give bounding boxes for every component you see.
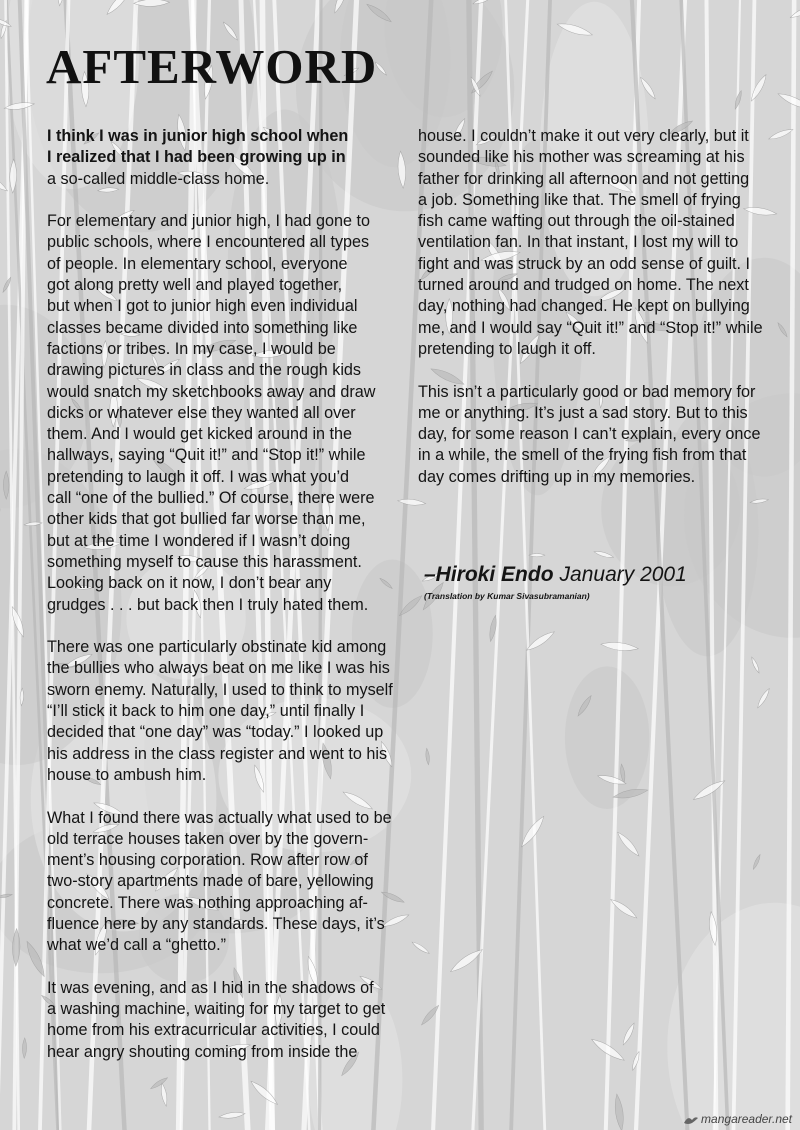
text-line: his address in the class register and went to his	[47, 744, 388, 763]
leaf-group	[752, 854, 762, 870]
text-line: a so-called middle-class home.	[47, 169, 270, 188]
text-line: me or anything. It’s just a sad story. But to this	[418, 403, 748, 422]
leaf-group	[22, 1038, 27, 1059]
text-line: dicks or whatever else they wanted all over	[47, 403, 356, 422]
text-line: pretending to laugh it off.	[418, 339, 596, 358]
leaf	[756, 687, 771, 709]
text-line: ventilation fan. In that instant, I lost my will to	[418, 233, 739, 252]
text-line: ment’s housing corporation. Row after row of	[47, 851, 368, 870]
text-line: hallways, saying “Quit it!” and “Stop it!” while	[47, 446, 366, 465]
text-line: factions or tribes. In my case, I would be	[47, 339, 336, 358]
text-line: For elementary and junior high, I had gone to	[47, 212, 371, 231]
text-line: got along pretty well and played together,	[47, 276, 343, 295]
leaf	[750, 656, 761, 674]
text-line: father for drinking all afternoon and not getting	[418, 169, 750, 188]
leaf	[425, 748, 430, 765]
text-line: house. I couldn’t make it out very clearly, but it	[418, 127, 749, 145]
text-line: them. And I would get kicked around in the	[47, 425, 353, 444]
text-line: pretending to laugh it off. I was what you’d	[47, 467, 350, 486]
text-line: turned around and trudged on home. The next	[418, 276, 749, 295]
text-line: Looking back on it now, I don’t bear any	[47, 574, 332, 593]
text-line: would snatch my sketchbooks away and draw	[47, 382, 376, 401]
leaf-group	[750, 656, 761, 674]
left-column	[47, 126, 407, 1084]
leaf-group	[756, 687, 771, 709]
leaf	[752, 854, 762, 870]
paragraph	[47, 978, 407, 1063]
text-line: house to ambush him.	[47, 765, 207, 784]
leaf	[160, 1083, 169, 1107]
text-line: in a while, the smell of the frying fish from that	[418, 446, 747, 465]
leaf-group	[219, 1111, 246, 1120]
text-line: but at the time I wondered if I wasn’t doing	[47, 531, 351, 550]
text-line: fish came wafting out through the oil-stained	[418, 212, 735, 231]
leaf-group	[613, 1094, 625, 1130]
text-line: sworn enemy. Naturally, I used to think to myself	[47, 680, 393, 699]
leaf-group	[777, 90, 800, 111]
page-title: AFTERWORD	[46, 39, 378, 94]
leaf-group	[411, 940, 430, 955]
paragraph	[418, 382, 778, 488]
text-line: call “one of the bullied.” Of course, there were	[47, 489, 375, 508]
leaf-group	[160, 1083, 169, 1107]
leaf	[219, 1111, 246, 1120]
text-line: I think I was in junior high school when	[47, 127, 349, 145]
author-name: –Hiroki Endo	[424, 563, 554, 586]
text-line: This isn’t a particularly good or bad memory for	[418, 382, 756, 401]
translation-credit: (Translation by Kumar Sivasubramanian)	[424, 591, 590, 601]
watermark-text: mangareader.net	[701, 1112, 792, 1126]
watermark[interactable]	[683, 1112, 792, 1126]
text-line: a washing machine, waiting for my target to get	[47, 1000, 386, 1019]
background-patch	[565, 666, 649, 809]
text-line: the bullies who always beat on me like I was his	[47, 659, 390, 678]
paragraph	[47, 808, 407, 957]
text-line: two-story apartments made of bare, yellowing	[47, 872, 374, 891]
text-line: of people. In elementary school, everyone	[47, 254, 348, 273]
text-line: fight and was struck by an odd sense of guilt. I	[418, 254, 751, 273]
leaf-group	[593, 550, 614, 559]
text-line: drawing pictures in class and the rough kids	[47, 361, 362, 380]
text-line: sounded like his mother was screaming at his	[418, 148, 745, 167]
leaf-group	[1, 276, 12, 293]
text-line: public schools, where I encountered all types	[47, 233, 370, 252]
text-line: fluence here by any standards. These days, it’s	[47, 914, 385, 933]
paragraph	[47, 637, 407, 786]
text-line: but when I got to junior high even individual	[47, 297, 358, 316]
text-line: what we’d call a “ghetto.”	[47, 936, 227, 955]
text-line: decided that “one day” was “today.” I looked up	[47, 723, 384, 742]
text-line: something myself to cause this harassment.	[47, 552, 362, 571]
leaf	[22, 1038, 27, 1059]
leaf-group	[615, 830, 641, 858]
text-line: me, and I would say “Quit it!” and “Stop it!” while	[418, 318, 763, 337]
text-line: What I found there was actually what used to be	[47, 808, 392, 827]
text-line: grudges . . . but back then I truly hated them.	[47, 595, 369, 614]
text-line: home from his extracurricular activities, I could	[47, 1021, 380, 1040]
text-line: classes became divided into something like	[47, 318, 358, 337]
leaf-group	[621, 1022, 636, 1046]
signature	[424, 563, 687, 587]
leaf	[593, 550, 614, 559]
leaf	[613, 1094, 625, 1130]
text-line: hear angry shouting coming from inside the	[47, 1042, 358, 1061]
text-line: other kids that got bullied far worse than me,	[47, 510, 366, 529]
text-line: day comes drifting up in my memories.	[418, 467, 696, 486]
paragraph	[418, 126, 778, 360]
text-line: I realized that I had been growing up in	[47, 148, 346, 167]
leaf-group	[425, 748, 430, 765]
text-line: There was one particularly obstinate kid among	[47, 638, 387, 657]
watermark-logo-icon	[683, 1114, 699, 1126]
paragraph	[47, 126, 407, 190]
right-column	[418, 126, 778, 509]
leaf	[1, 276, 12, 293]
signature-date: January 2001	[559, 563, 687, 586]
text-line: concrete. There was nothing approaching af-	[47, 893, 368, 912]
text-line: old terrace houses taken over by the govern-	[47, 829, 369, 848]
leaf	[777, 90, 800, 111]
leaf	[621, 1022, 636, 1046]
leaf	[615, 830, 641, 858]
text-line: day, for some reason I can’t explain, every once	[418, 425, 761, 444]
leaf	[411, 940, 430, 955]
text-line: day, nothing had changed. He kept on bullying	[418, 297, 750, 316]
text-line: “I’ll stick it back to him one day,” until finally I	[47, 702, 365, 721]
paragraph	[47, 211, 407, 616]
text-line: a job. Something like that. The smell of frying	[418, 190, 741, 209]
text-line: It was evening, and as I hid in the shadows of	[47, 978, 374, 997]
